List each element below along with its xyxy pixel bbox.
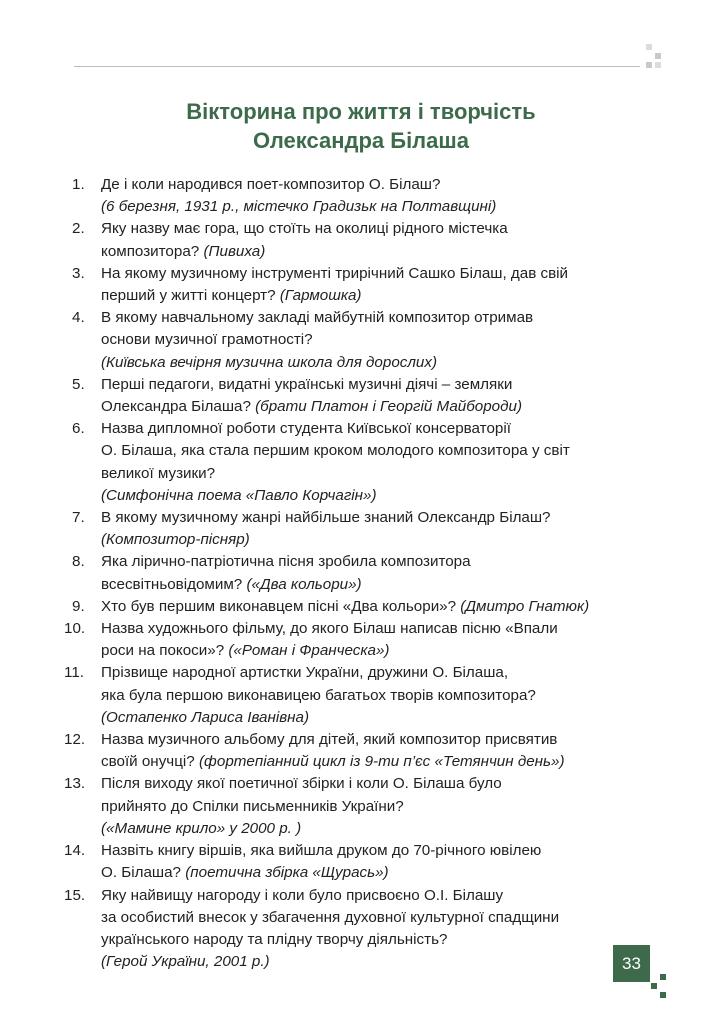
question-text: всесвітньовідомим?: [101, 575, 247, 593]
question-line: [101, 907, 672, 929]
question-text: Яку найвищу нагороду і коли було присвоєно О.І. Білашу: [101, 886, 504, 904]
quiz-item: [72, 218, 672, 262]
answer-text: («Два кольори»): [246, 575, 362, 593]
question-number: 1.: [72, 176, 85, 193]
question-number: 9.: [72, 597, 85, 615]
quiz-item: [72, 307, 672, 374]
page-number: 33: [613, 945, 650, 982]
question-line: [101, 729, 672, 751]
question-text: Яку назву має гора, що стоїть на околиці рідного містечка: [101, 220, 508, 238]
answer-text: (Композитор-пісняр): [101, 531, 250, 549]
title-line-1: Вікторина про життя і творчість: [186, 99, 536, 124]
page-title: [0, 97, 722, 155]
question-text: Олександра Білаша?: [101, 398, 256, 416]
decor-square: [643, 974, 649, 980]
question-number: 6.: [72, 420, 85, 438]
question-text: Назва музичного альбому для дітей, який композитор присвятив: [101, 731, 558, 749]
question-line: [101, 174, 672, 196]
quiz-item: [64, 885, 672, 974]
quiz-item: [72, 263, 672, 307]
question-line: [101, 840, 672, 862]
answer-text: (Остапенко Лариса Іванівна): [101, 708, 310, 726]
answer-text: (брати Платон і Георгій Майбороди): [255, 398, 523, 416]
question-text: великої музики?: [101, 464, 216, 482]
answer-text: (Герой України, 2001 р.): [101, 953, 270, 971]
question-text: О. Білаша?: [101, 864, 186, 882]
quiz-item: [64, 840, 672, 884]
quiz-item: [64, 729, 672, 773]
question-line: [101, 574, 672, 596]
quiz-item: [72, 374, 672, 418]
answer-text: («Мамине крило» у 2000 р. ): [101, 819, 302, 837]
question-line: [101, 707, 672, 729]
question-line: [101, 418, 672, 440]
question-line: [101, 329, 672, 351]
question-text: Прізвище народної артистки України, дружини О. Білаша,: [101, 664, 509, 682]
question-line: [101, 885, 672, 907]
question-line: [101, 218, 672, 240]
answer-text: («Роман і Франческа»): [228, 642, 390, 660]
question-text: перший у житті концерт?: [101, 287, 280, 305]
question-number: 4.: [72, 309, 85, 327]
question-line: [101, 796, 672, 818]
question-line: [101, 862, 672, 884]
question-line: [101, 307, 672, 329]
decor-square: [655, 62, 661, 68]
question-line: [101, 773, 672, 795]
question-text: Перші педагоги, видатні українські музичні діячі – земляки: [101, 375, 513, 393]
question-text: композитора?: [101, 242, 204, 260]
question-line: [101, 751, 672, 773]
question-text: Яка ліричнo-патріотична пісня зробила композитора: [101, 553, 471, 571]
question-line: [101, 352, 672, 374]
quiz-item: [72, 551, 672, 595]
answer-text: (Симфонічна поема «Павло Корчагін»): [101, 486, 377, 504]
question-text: яка була першою виконавицею багатьох творів композитора?: [101, 686, 536, 704]
question-line: [101, 374, 672, 396]
question-number: 12.: [64, 731, 86, 749]
question-text: прийнято до Спілки письменників України?: [101, 797, 404, 815]
decor-square: [651, 983, 657, 989]
answer-text: (Київська вечірня музична школа для дорослих): [101, 353, 438, 371]
question-text: роси на покоси»?: [101, 642, 229, 660]
question-number: 8.: [72, 553, 85, 571]
quiz-item: [72, 418, 672, 507]
question-line: [101, 485, 672, 507]
question-line: [101, 396, 672, 418]
question-number: 2.: [72, 220, 85, 238]
question-line: [101, 929, 672, 951]
question-line: [101, 507, 672, 529]
question-number: 13.: [64, 775, 86, 793]
question-line: [101, 551, 672, 573]
top-divider: [74, 66, 640, 67]
question-number: 10.: [64, 620, 86, 638]
question-number: 7.: [72, 509, 85, 527]
question-number: 11.: [64, 664, 84, 682]
question-line: [101, 285, 672, 307]
question-text: О. Білаша, яка стала першим кроком молодого композитора у світ: [101, 442, 570, 460]
question-line: [101, 640, 672, 662]
question-line: [101, 951, 672, 973]
question-number: 3.: [72, 264, 85, 282]
answer-text: (поетична збірка «Щурась»): [185, 864, 389, 882]
answer-text: (6 березня, 1931 р., містечко Градизьк на Полтавщині): [101, 198, 497, 216]
question-text: В якому музичному жанрі найбільше знаний Олександр Білаш?: [101, 509, 551, 527]
question-text: українського народу та плідну творчу діяльність?: [101, 930, 448, 948]
question-text: На якому музичному інструменті трирічний Сашко Білаш, дав свій: [101, 264, 569, 282]
question-text: В якому навчальному закладі майбутній композитор отримав: [101, 309, 534, 327]
question-line: [101, 596, 672, 618]
question-number: 5.: [72, 375, 85, 393]
quiz-item: [72, 507, 672, 551]
answer-text: (фортепіанний цикл із 9-ти п’єс «Тетянчин день»): [198, 753, 565, 771]
question-text: Де і коли народився поет-композитор О. Білаш?: [101, 176, 441, 193]
question-line: [101, 196, 672, 218]
question-line: [101, 263, 672, 285]
question-text: Хто був першим виконавцем пісні «Два кольори»?: [101, 597, 461, 615]
decor-square: [660, 992, 666, 998]
decor-square: [655, 53, 661, 59]
question-line: [101, 685, 672, 707]
question-line: [101, 818, 672, 840]
quiz-item: [64, 773, 672, 840]
quiz-item: [72, 596, 672, 618]
title-line-2: Олександра Білаша: [253, 128, 469, 153]
question-text: Назва художнього фільму, до якого Білаш написав пісню «Впали: [101, 620, 558, 638]
question-text: Назвіть книгу віршів, яка вийшла друком до 70-річного ювілею: [101, 842, 542, 860]
question-line: [101, 241, 672, 263]
question-line: [101, 440, 672, 462]
question-text: Після виходу якої поетичної збірки і коли О. Білаша було: [101, 775, 502, 793]
question-text: своїй онучці?: [101, 753, 199, 771]
question-line: [101, 662, 672, 684]
answer-text: (Гармошка): [279, 287, 362, 305]
decor-square: [646, 44, 652, 50]
question-number: 14.: [64, 842, 86, 860]
question-text: Назва дипломної роботи студента Київської консерваторії: [101, 420, 511, 438]
answer-text: (Дмитро Гнатюк): [460, 597, 590, 615]
answer-text: (Пивиха): [203, 242, 266, 260]
question-line: [101, 529, 672, 551]
question-text: за особистий внесок у збагачення духовної культурної спадщини: [101, 908, 560, 926]
decor-square: [660, 974, 666, 980]
question-line: [101, 463, 672, 485]
quiz-list: [64, 174, 672, 973]
quiz-item: [72, 174, 672, 218]
quiz-item: [64, 618, 672, 662]
decor-square: [646, 62, 652, 68]
question-text: основи музичної грамотності?: [101, 331, 313, 349]
question-line: [101, 618, 672, 640]
quiz-item: [64, 662, 672, 729]
question-number: 15.: [64, 886, 86, 904]
